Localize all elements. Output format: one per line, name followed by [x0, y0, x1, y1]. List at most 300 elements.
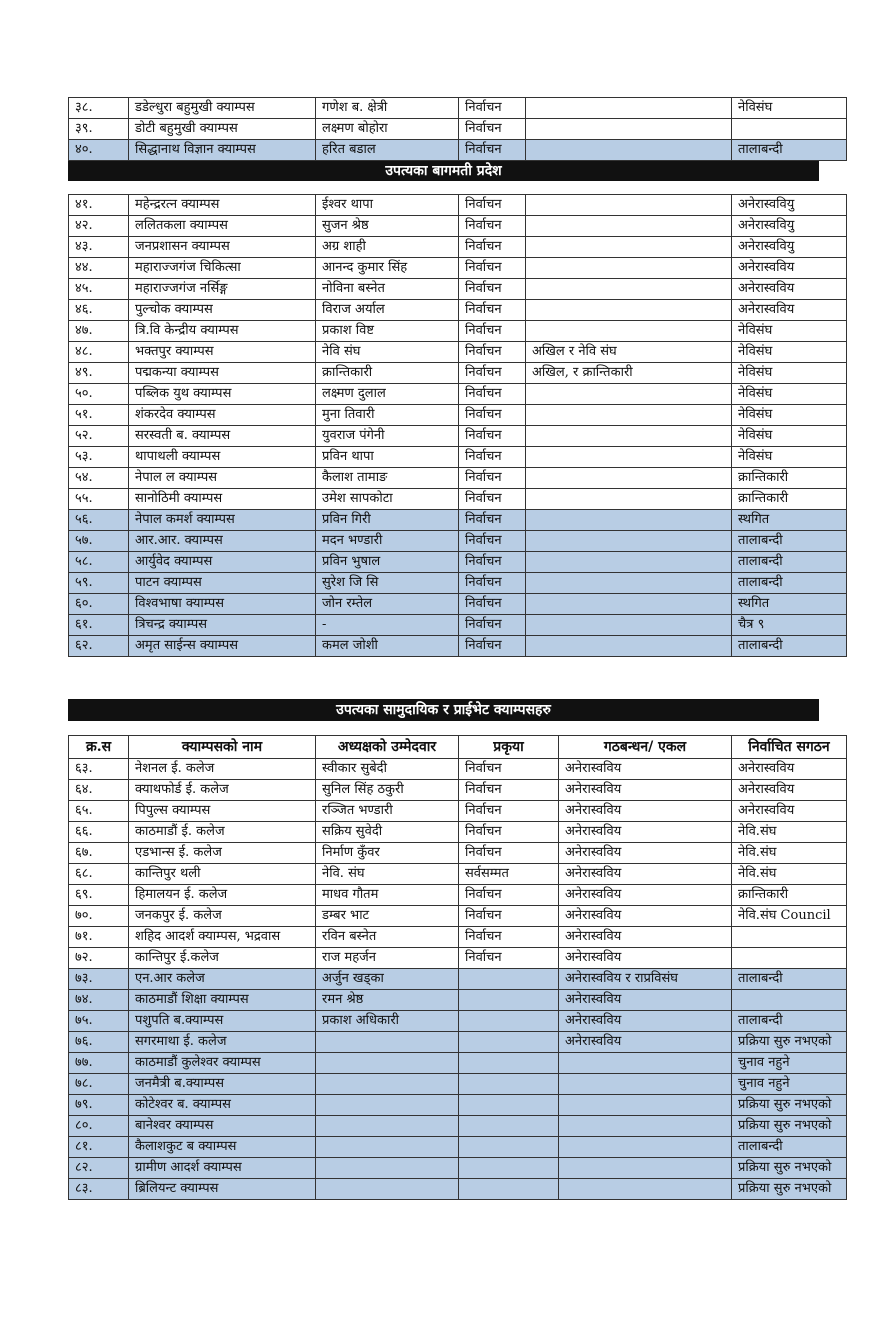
cell-candidate: प्रविन थापा — [316, 447, 459, 468]
cell-alliance — [526, 216, 732, 237]
table-row — [69, 552, 847, 573]
table-row — [69, 1032, 847, 1053]
table-row — [69, 1158, 847, 1179]
cell-campus: पिपुल्स क्याम्पस — [129, 801, 316, 822]
cell-sn: ५८. — [69, 552, 129, 573]
cell-alliance: अखिल र नेवि संघ — [526, 342, 732, 363]
table-row — [69, 119, 847, 140]
cell-process: निर्वाचन — [459, 927, 559, 948]
cell-campus: कैलाशकुट ब क्याम्पस — [129, 1137, 316, 1158]
cell-candidate: प्रकाश विष्ट — [316, 321, 459, 342]
cell-process: निर्वाचन — [459, 258, 526, 279]
table-row — [69, 384, 847, 405]
table-row — [69, 300, 847, 321]
cell-campus: बानेश्वर क्याम्पस — [129, 1116, 316, 1137]
cell-result: अनेरास्ववियु — [732, 195, 847, 216]
cell-sn: ४०. — [69, 140, 129, 161]
cell-result: तालाबन्दी — [732, 636, 847, 657]
cell-process: निर्वाचन — [459, 300, 526, 321]
cell-process — [459, 990, 559, 1011]
cell-campus: पब्लिक युथ क्याम्पस — [129, 384, 316, 405]
cell-candidate — [316, 1032, 459, 1053]
cell-alliance: अनेरास्वविय — [559, 864, 732, 885]
cell-candidate: नोविना बस्नेत — [316, 279, 459, 300]
cell-result — [732, 990, 847, 1011]
cell-sn: ७५. — [69, 1011, 129, 1032]
cell-sn: ४३. — [69, 237, 129, 258]
cell-candidate: रञ्जित भण्डारी — [316, 801, 459, 822]
cell-campus: हिमालयन ई. कलेज — [129, 885, 316, 906]
cell-sn: ७१. — [69, 927, 129, 948]
header-row — [69, 736, 847, 759]
cell-campus: आर्युवेद क्याम्पस — [129, 552, 316, 573]
cell-sn: ८२. — [69, 1158, 129, 1179]
header-sn: क्र.स — [69, 736, 129, 759]
cell-sn: ६५. — [69, 801, 129, 822]
cell-result: अनेरास्ववियु — [732, 216, 847, 237]
banner-bagmati: उपत्यका बागमती प्रदेश — [68, 161, 819, 181]
cell-sn: ४४. — [69, 258, 129, 279]
cell-campus: विश्वभाषा क्याम्पस — [129, 594, 316, 615]
cell-alliance — [559, 1095, 732, 1116]
cell-result: क्रान्तिकारी — [732, 468, 847, 489]
table-row — [69, 258, 847, 279]
cell-result: प्रक्रिया सुरु नभएको — [732, 1032, 847, 1053]
cell-sn: ७०. — [69, 906, 129, 927]
cell-campus: जनकपुर ई. कलेज — [129, 906, 316, 927]
cell-result: नेविसंघ — [732, 384, 847, 405]
cell-alliance: अनेरास्वविय र राप्रविसंघ — [559, 969, 732, 990]
table-row — [69, 594, 847, 615]
cell-alliance — [559, 1074, 732, 1095]
cell-process — [459, 1158, 559, 1179]
cell-alliance: अनेरास्वविय — [559, 990, 732, 1011]
cell-result: अनेरास्ववियु — [732, 237, 847, 258]
cell-candidate — [316, 1053, 459, 1074]
cell-campus: एन.आर कलेज — [129, 969, 316, 990]
cell-result: तालाबन्दी — [732, 140, 847, 161]
cell-candidate: माधव गौतम — [316, 885, 459, 906]
table-row — [69, 279, 847, 300]
table-row — [69, 468, 847, 489]
cell-result: नेविसंघ — [732, 98, 847, 119]
table-row — [69, 342, 847, 363]
cell-alliance: अनेरास्वविय — [559, 1032, 732, 1053]
cell-candidate — [316, 1158, 459, 1179]
cell-sn: ५०. — [69, 384, 129, 405]
cell-candidate: - — [316, 615, 459, 636]
table-private — [68, 735, 847, 1200]
cell-sn: ५७. — [69, 531, 129, 552]
cell-candidate — [316, 1116, 459, 1137]
table-row — [69, 843, 847, 864]
table-bagmati — [68, 194, 847, 657]
cell-process: निर्वाचन — [459, 321, 526, 342]
cell-alliance — [526, 489, 732, 510]
cell-campus: जनमैत्री ब.क्याम्पस — [129, 1074, 316, 1095]
cell-sn: ७२. — [69, 948, 129, 969]
table-row — [69, 140, 847, 161]
cell-sn: ४९. — [69, 363, 129, 384]
cell-process: निर्वाचन — [459, 780, 559, 801]
header-candidate: अध्यक्षको उम्मेदवार — [316, 736, 459, 759]
cell-candidate: कैलाश तामाङ — [316, 468, 459, 489]
table-row — [69, 1011, 847, 1032]
cell-result: चुनाव नहुने — [732, 1074, 847, 1095]
table-row — [69, 780, 847, 801]
cell-result: तालाबन्दी — [732, 969, 847, 990]
cell-sn: ६२. — [69, 636, 129, 657]
cell-sn: ६९. — [69, 885, 129, 906]
cell-candidate: हरित बडाल — [316, 140, 459, 161]
cell-process: निर्वाचन — [459, 468, 526, 489]
cell-candidate: रमन श्रेष्ठ — [316, 990, 459, 1011]
cell-candidate: उमेश सापकोटा — [316, 489, 459, 510]
cell-sn: ६७. — [69, 843, 129, 864]
table-top — [68, 97, 847, 161]
table-row — [69, 864, 847, 885]
table-row — [69, 1095, 847, 1116]
cell-result: स्थगित — [732, 594, 847, 615]
cell-sn: ४७. — [69, 321, 129, 342]
cell-process — [459, 1095, 559, 1116]
cell-result: नेवि.संघ — [732, 864, 847, 885]
cell-process: निर्वाचन — [459, 140, 526, 161]
cell-campus: त्रि.वि केन्द्रीय क्याम्पस — [129, 321, 316, 342]
cell-sn: ५४. — [69, 468, 129, 489]
header-campus: क्याम्पसको नाम — [129, 736, 316, 759]
table-bagmati-body — [69, 195, 847, 657]
cell-process — [459, 969, 559, 990]
cell-result: नेवि.संघ Council — [732, 906, 847, 927]
table-row — [69, 321, 847, 342]
cell-sn: ४१. — [69, 195, 129, 216]
cell-candidate — [316, 1074, 459, 1095]
cell-result: तालाबन्दी — [732, 1137, 847, 1158]
table-row — [69, 237, 847, 258]
table-row — [69, 426, 847, 447]
cell-campus: ग्रामीण आदर्श क्याम्पस — [129, 1158, 316, 1179]
cell-alliance — [526, 321, 732, 342]
cell-process: सर्वसम्मत — [459, 864, 559, 885]
cell-alliance — [526, 237, 732, 258]
cell-sn: ७३. — [69, 969, 129, 990]
table-row — [69, 1137, 847, 1158]
cell-process: निर्वाचन — [459, 531, 526, 552]
cell-alliance — [526, 140, 732, 161]
cell-campus: नेपाल ल क्याम्पस — [129, 468, 316, 489]
table-row — [69, 801, 847, 822]
cell-candidate: ईश्वर थापा — [316, 195, 459, 216]
cell-campus: कोटेश्वर ब. क्याम्पस — [129, 1095, 316, 1116]
cell-campus: थापाथली क्याम्पस — [129, 447, 316, 468]
table-row — [69, 948, 847, 969]
cell-result: चुनाव नहुने — [732, 1053, 847, 1074]
cell-candidate: अर्जुन खड्का — [316, 969, 459, 990]
banner-private: उपत्यका सामुदायिक र प्राईभेट क्याम्पसहरु — [68, 699, 819, 721]
cell-candidate: निर्माण कुँवर — [316, 843, 459, 864]
cell-campus: महाराज्जगंज नर्सिङ्ग — [129, 279, 316, 300]
cell-result — [732, 948, 847, 969]
header-process: प्रकृया — [459, 736, 559, 759]
cell-campus: महाराज्जगंज चिकित्सा — [129, 258, 316, 279]
cell-alliance — [526, 98, 732, 119]
cell-sn: ७४. — [69, 990, 129, 1011]
cell-candidate — [316, 1179, 459, 1200]
cell-campus: अमृत साईन्स क्याम्पस — [129, 636, 316, 657]
cell-result: नेविसंघ — [732, 342, 847, 363]
cell-campus: भक्तपुर क्याम्पस — [129, 342, 316, 363]
cell-sn: ५३. — [69, 447, 129, 468]
cell-process: निर्वाचन — [459, 636, 526, 657]
cell-sn: ६३. — [69, 759, 129, 780]
cell-result: अनेरास्वविय — [732, 279, 847, 300]
cell-result: नेविसंघ — [732, 447, 847, 468]
cell-process: निर्वाचन — [459, 405, 526, 426]
table-top-body — [69, 98, 847, 161]
cell-sn: ७६. — [69, 1032, 129, 1053]
cell-sn: ७९. — [69, 1095, 129, 1116]
cell-process: निर्वाचन — [459, 594, 526, 615]
cell-sn: ५१. — [69, 405, 129, 426]
cell-alliance — [526, 447, 732, 468]
cell-process: निर्वाचन — [459, 279, 526, 300]
cell-candidate: मदन भण्डारी — [316, 531, 459, 552]
cell-candidate: प्रविन भुषाल — [316, 552, 459, 573]
cell-result: क्रान्तिकारी — [732, 885, 847, 906]
cell-campus: नेपाल कमर्श क्याम्पस — [129, 510, 316, 531]
cell-process: निर्वाचन — [459, 510, 526, 531]
cell-sn: ५२. — [69, 426, 129, 447]
cell-alliance: अनेरास्वविय — [559, 780, 732, 801]
cell-result: प्रक्रिया सुरु नभएको — [732, 1179, 847, 1200]
cell-result: चैत्र ९ — [732, 615, 847, 636]
cell-result: अनेरास्वविय — [732, 258, 847, 279]
table-row — [69, 405, 847, 426]
cell-result: नेवि.संघ — [732, 822, 847, 843]
table-row — [69, 510, 847, 531]
cell-campus: क्याथफोर्ड ई. कलेज — [129, 780, 316, 801]
cell-campus: कान्तिपुर ई.कलेज — [129, 948, 316, 969]
table-row — [69, 906, 847, 927]
cell-campus: शहिद आदर्श क्याम्पस, भद्रवास — [129, 927, 316, 948]
cell-process — [459, 1053, 559, 1074]
cell-result: अनेरास्वविय — [732, 300, 847, 321]
cell-result: अनेरास्वविय — [732, 801, 847, 822]
cell-campus: सरस्वती ब. क्याम्पस — [129, 426, 316, 447]
table-row — [69, 531, 847, 552]
cell-candidate: नेवि. संघ — [316, 864, 459, 885]
table-row — [69, 927, 847, 948]
cell-process — [459, 1137, 559, 1158]
cell-alliance — [526, 405, 732, 426]
cell-sn: ६०. — [69, 594, 129, 615]
cell-campus: महेन्द्ररत्न क्याम्पस — [129, 195, 316, 216]
cell-campus: पशुपति ब.क्याम्पस — [129, 1011, 316, 1032]
cell-sn: ६६. — [69, 822, 129, 843]
table-row — [69, 1074, 847, 1095]
cell-alliance — [526, 258, 732, 279]
cell-alliance — [526, 426, 732, 447]
cell-campus: आर.आर. क्याम्पस — [129, 531, 316, 552]
cell-candidate: सुनिल सिंह ठकुरी — [316, 780, 459, 801]
cell-result: नेविसंघ — [732, 426, 847, 447]
cell-result: अनेरास्वविय — [732, 780, 847, 801]
cell-process: निर्वाचन — [459, 119, 526, 140]
cell-process: निर्वाचन — [459, 237, 526, 258]
cell-result: प्रक्रिया सुरु नभएको — [732, 1095, 847, 1116]
cell-campus: डोटी बहुमुखी क्याम्पस — [129, 119, 316, 140]
cell-process: निर्वाचन — [459, 573, 526, 594]
cell-candidate: मुना तिवारी — [316, 405, 459, 426]
cell-result: तालाबन्दी — [732, 1011, 847, 1032]
cell-alliance — [526, 594, 732, 615]
cell-alliance — [526, 300, 732, 321]
cell-campus: काठमाडौं शिक्षा क्याम्पस — [129, 990, 316, 1011]
cell-candidate: क्रान्तिकारी — [316, 363, 459, 384]
cell-process — [459, 1116, 559, 1137]
cell-sn: ६१. — [69, 615, 129, 636]
cell-alliance — [526, 510, 732, 531]
cell-process: निर्वाचन — [459, 447, 526, 468]
cell-candidate: सुजन श्रेष्ठ — [316, 216, 459, 237]
cell-process: निर्वाचन — [459, 489, 526, 510]
cell-process: निर्वाचन — [459, 195, 526, 216]
table-row — [69, 216, 847, 237]
header-alliance: गठबन्धन/ एकल — [559, 736, 732, 759]
table-row — [69, 1116, 847, 1137]
cell-candidate — [316, 1095, 459, 1116]
table-row — [69, 1053, 847, 1074]
table-private-body — [69, 759, 847, 1200]
cell-sn: ४८. — [69, 342, 129, 363]
table-row — [69, 1179, 847, 1200]
cell-campus: पाटन क्याम्पस — [129, 573, 316, 594]
cell-sn: ८०. — [69, 1116, 129, 1137]
cell-result: प्रक्रिया सुरु नभएको — [732, 1116, 847, 1137]
cell-campus: एडभान्स ई. कलेज — [129, 843, 316, 864]
cell-campus: डडेल्धुरा बहुमुखी क्याम्पस — [129, 98, 316, 119]
table-row — [69, 636, 847, 657]
cell-result: नेविसंघ — [732, 363, 847, 384]
cell-process: निर्वाचन — [459, 906, 559, 927]
cell-sn: ७८. — [69, 1074, 129, 1095]
cell-candidate: गणेश ब. क्षेत्री — [316, 98, 459, 119]
cell-campus: त्रिचन्द्र क्याम्पस — [129, 615, 316, 636]
cell-campus: पुल्चोक क्याम्पस — [129, 300, 316, 321]
cell-alliance: अनेरास्वविय — [559, 885, 732, 906]
cell-alliance — [559, 1179, 732, 1200]
cell-sn: ३९. — [69, 119, 129, 140]
cell-process: निर्वाचन — [459, 822, 559, 843]
cell-alliance — [526, 468, 732, 489]
cell-alliance: अनेरास्वविय — [559, 801, 732, 822]
cell-process: निर्वाचन — [459, 98, 526, 119]
cell-process: निर्वाचन — [459, 843, 559, 864]
cell-campus: जनप्रशासन क्याम्पस — [129, 237, 316, 258]
cell-result: तालाबन्दी — [732, 531, 847, 552]
cell-process — [459, 1032, 559, 1053]
cell-process: निर्वाचन — [459, 384, 526, 405]
cell-alliance — [526, 615, 732, 636]
cell-sn: ६८. — [69, 864, 129, 885]
cell-alliance — [559, 1116, 732, 1137]
cell-candidate: नेवि संघ — [316, 342, 459, 363]
cell-campus: ललितकला क्याम्पस — [129, 216, 316, 237]
cell-alliance: अखिल, र क्रान्तिकारी — [526, 363, 732, 384]
table-row — [69, 489, 847, 510]
cell-process: निर्वाचन — [459, 615, 526, 636]
table-row — [69, 822, 847, 843]
cell-result: नेविसंघ — [732, 405, 847, 426]
cell-candidate: सुरेश जि सि — [316, 573, 459, 594]
cell-result — [732, 119, 847, 140]
cell-alliance — [526, 384, 732, 405]
header-result: निर्वाचित सगठन — [732, 736, 847, 759]
cell-alliance: अनेरास्वविय — [559, 822, 732, 843]
cell-sn: ५९. — [69, 573, 129, 594]
cell-campus: सगरमाथा ई. कलेज — [129, 1032, 316, 1053]
table-row — [69, 195, 847, 216]
cell-alliance — [559, 1053, 732, 1074]
cell-campus: नेशनल ई. कलेज — [129, 759, 316, 780]
cell-candidate: प्रकाश अधिकारी — [316, 1011, 459, 1032]
cell-sn: ३८. — [69, 98, 129, 119]
cell-process: निर्वाचन — [459, 759, 559, 780]
table-row — [69, 573, 847, 594]
table-row — [69, 98, 847, 119]
cell-campus: सानोठिमी क्याम्पस — [129, 489, 316, 510]
cell-candidate: रविन बस्नेत — [316, 927, 459, 948]
cell-alliance — [526, 119, 732, 140]
cell-candidate — [316, 1137, 459, 1158]
cell-alliance: अनेरास्वविय — [559, 927, 732, 948]
cell-sn: ४५. — [69, 279, 129, 300]
cell-process: निर्वाचन — [459, 426, 526, 447]
cell-candidate: स्वीकार सुबेदी — [316, 759, 459, 780]
cell-process: निर्वाचन — [459, 885, 559, 906]
cell-campus: काठमाडौं कुलेश्वर क्याम्पस — [129, 1053, 316, 1074]
cell-alliance — [526, 573, 732, 594]
cell-sn: ६४. — [69, 780, 129, 801]
cell-sn: ५६. — [69, 510, 129, 531]
cell-candidate: जोन रम्तेल — [316, 594, 459, 615]
cell-result: अनेरास्वविय — [732, 759, 847, 780]
cell-candidate: विराज अर्याल — [316, 300, 459, 321]
cell-alliance — [526, 636, 732, 657]
cell-campus: कान्तिपुर थली — [129, 864, 316, 885]
cell-alliance — [559, 1137, 732, 1158]
cell-result: नेविसंघ — [732, 321, 847, 342]
table-row — [69, 447, 847, 468]
cell-campus: शंकरदेव क्याम्पस — [129, 405, 316, 426]
cell-process: निर्वाचन — [459, 216, 526, 237]
cell-sn: ५५. — [69, 489, 129, 510]
cell-candidate: लक्ष्मण बोहोरा — [316, 119, 459, 140]
cell-candidate: आनन्द कुमार सिंह — [316, 258, 459, 279]
cell-process — [459, 1011, 559, 1032]
cell-result — [732, 927, 847, 948]
cell-candidate: अग्र शाही — [316, 237, 459, 258]
table-row — [69, 969, 847, 990]
table-row — [69, 885, 847, 906]
cell-alliance — [526, 195, 732, 216]
cell-alliance: अनेरास्वविय — [559, 759, 732, 780]
cell-candidate: राज महर्जन — [316, 948, 459, 969]
cell-sn: ४६. — [69, 300, 129, 321]
cell-result: स्थगित — [732, 510, 847, 531]
cell-candidate: प्रविन गिरी — [316, 510, 459, 531]
